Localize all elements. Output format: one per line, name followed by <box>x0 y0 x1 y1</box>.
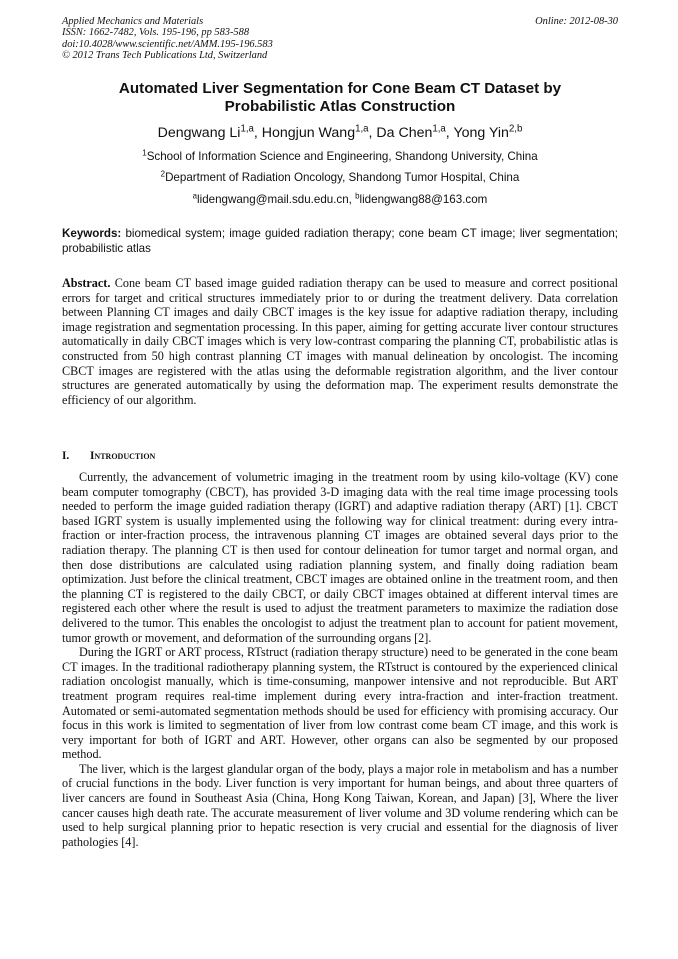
journal-name: Applied Mechanics and Materials <box>62 16 204 27</box>
author-affil-mark: 1,a <box>355 123 369 135</box>
body-text <box>62 470 618 849</box>
keywords-text: biomedical system; image guided radiation therapy; cone beam CT image; liver segmentation; probabilistic atlas <box>62 227 618 255</box>
author-affil-mark: 2,b <box>508 123 523 135</box>
paragraph: Currently, the advancement of volumetric imaging in the treatment room by using kilo-voltage (KV) cone beam computer tomography (CBCT), has provided 3-D imaging data with the real time image processing tools needed to perform the image guided radiation therapy (IGRT) and adaptive radiation therapy (ART) [1]. CBCT based IGRT system is usually implemented using the following way for clinical treatment: during every intra-fraction or inter-fraction process, the intravenous planning CT images are obtained several days prior to the radiation therapy. The planning CT is then used for contour delineation for tumor target and normal organ, and then dose distributions are calculated using radiation planning system, and finally doing radiation beam optimization. Just before the clinical treatment, CBCT images are obtained online in the treatment room, and then the planning CT is registered to the daily CBCT, or daily CBCT images obtained at different interval times are registered each other where the result is used to adjust the treatment parameters to maximize the radiation dose delivered to the tumor. This enables the oncologist to adjust the treatment plan to account for patient movement, tumor growth or movement, and deformation of the surrounding organs [2]. <box>62 470 618 645</box>
email-mark: b <box>355 191 360 201</box>
email-line <box>62 193 618 207</box>
affil-text: Department of Radiation Oncology, Shandong Tumor Hospital, China <box>165 171 520 184</box>
email-b[interactable]: lidengwang88@163.com <box>359 193 488 206</box>
issn-line: ISSN: 1662-7482, Vols. 195-196, pp 583-588 <box>62 27 250 39</box>
keywords-label: Keywords: <box>62 227 122 240</box>
abstract-text: Cone beam CT based image guided radiation therapy can be used to measure and correct positional errors for target and critical structures immediately prior to or during the treatment delivery. Data correlation between Planning CT images and daily CBCT images is the key issue for adaptive radiation therapy, including image registration and segmentation processing. In this paper, aiming for getting accurate liver contour structures automatically in daily CBCT images which is very low-contrast comparing the planning CT, probabilistic atlas is constructed from 50 high contrast planning CT images with manual delineation by oncologist. The incoming CBCT images are registered with the atlas using the deformable registration algorithm, and the liver contour structures are generated automatically by using the deformation map. The experiment results demonstrate the efficiency of our algorithm. <box>62 276 618 407</box>
title-line-1: Automated Liver Segmentation for Cone Beam CT Dataset by <box>118 80 562 97</box>
online-date: Online: 2012-08-30 <box>535 16 618 27</box>
author-name: Dengwang Li <box>157 125 241 141</box>
paragraph: The liver, which is the largest glandular organ of the body, plays a major role in metabolism and has a number of crucial functions in the body. Liver function is very important for human beings, and about three quarters of liver cancers are found in Southeast Asia (China, Hong Kong Taiwan, Korean, and Japan) [3], Where the liver cancer causes high death rate. The accurate measurement of liver volume and 3D volume rendering which can be used to help surgical planning prior to hepatic resection is very crucial and essential for the diagnosis of liver pathologies [4]. <box>62 761 618 849</box>
author-affil-mark: 1,a <box>240 123 254 135</box>
affiliation-2 <box>62 171 618 185</box>
abstract-label: Abstract. <box>62 276 111 290</box>
author-list: Dengwang Li$^{1,a}$, Hongjun Wang$^{1,a}$, Da Chen$^{1,a}$, Yong Yin$^{2,b}$ <box>157 123 523 141</box>
copyright-line: © 2012 Trans Tech Publications Ltd, Switzerland <box>62 50 268 62</box>
affil-text: School of Information Science and Engineering, Shandong University, China <box>146 150 538 163</box>
email-mark: a <box>192 191 198 201</box>
title-line-2: Probabilistic Atlas Construction <box>224 98 456 115</box>
author-name: Da Chen <box>376 125 433 141</box>
affiliation-1 <box>62 150 618 164</box>
abstract <box>62 276 618 407</box>
affil-mark: 1 <box>142 148 147 158</box>
email-a[interactable]: lidengwang@mail.sdu.edu.cn, <box>197 193 352 206</box>
keywords <box>62 227 618 256</box>
journal-header <box>62 16 618 62</box>
section-heading <box>62 449 618 463</box>
paper-title <box>62 80 618 116</box>
author-name: Hongjun Wang <box>261 125 356 141</box>
paragraph: During the IGRT or ART process, RTstruct (radiation therapy structure) need to be generated in the cone beam CT images. In the traditional radiotherapy planning system, the RTstruct is contoured by the experienced clinical radiation oncologist manually, which is time-consuming, manpower intensive and not reproducible. But ART treatment program requires real-time implement during every intra-fraction and inter-fraction treatment. Automated or semi-automated segmentation methods should be used for efficiency with promising accuracy. Our focus in this work is limited to segmentation of liver from low contrast come beam CT image, and this work is very important for both of IGRT and ART. However, other organs can also be segmented by our proposed method. <box>62 645 618 762</box>
section-number: I. <box>62 450 70 462</box>
doi-line: doi:10.4028/www.scientific.net/AMM.195-196.583 <box>62 38 273 50</box>
author-affil-mark: 1,a <box>432 123 446 135</box>
author-name: Yong Yin <box>453 125 509 141</box>
section-title: Introduction <box>90 450 156 462</box>
affil-mark: 2 <box>160 169 166 179</box>
